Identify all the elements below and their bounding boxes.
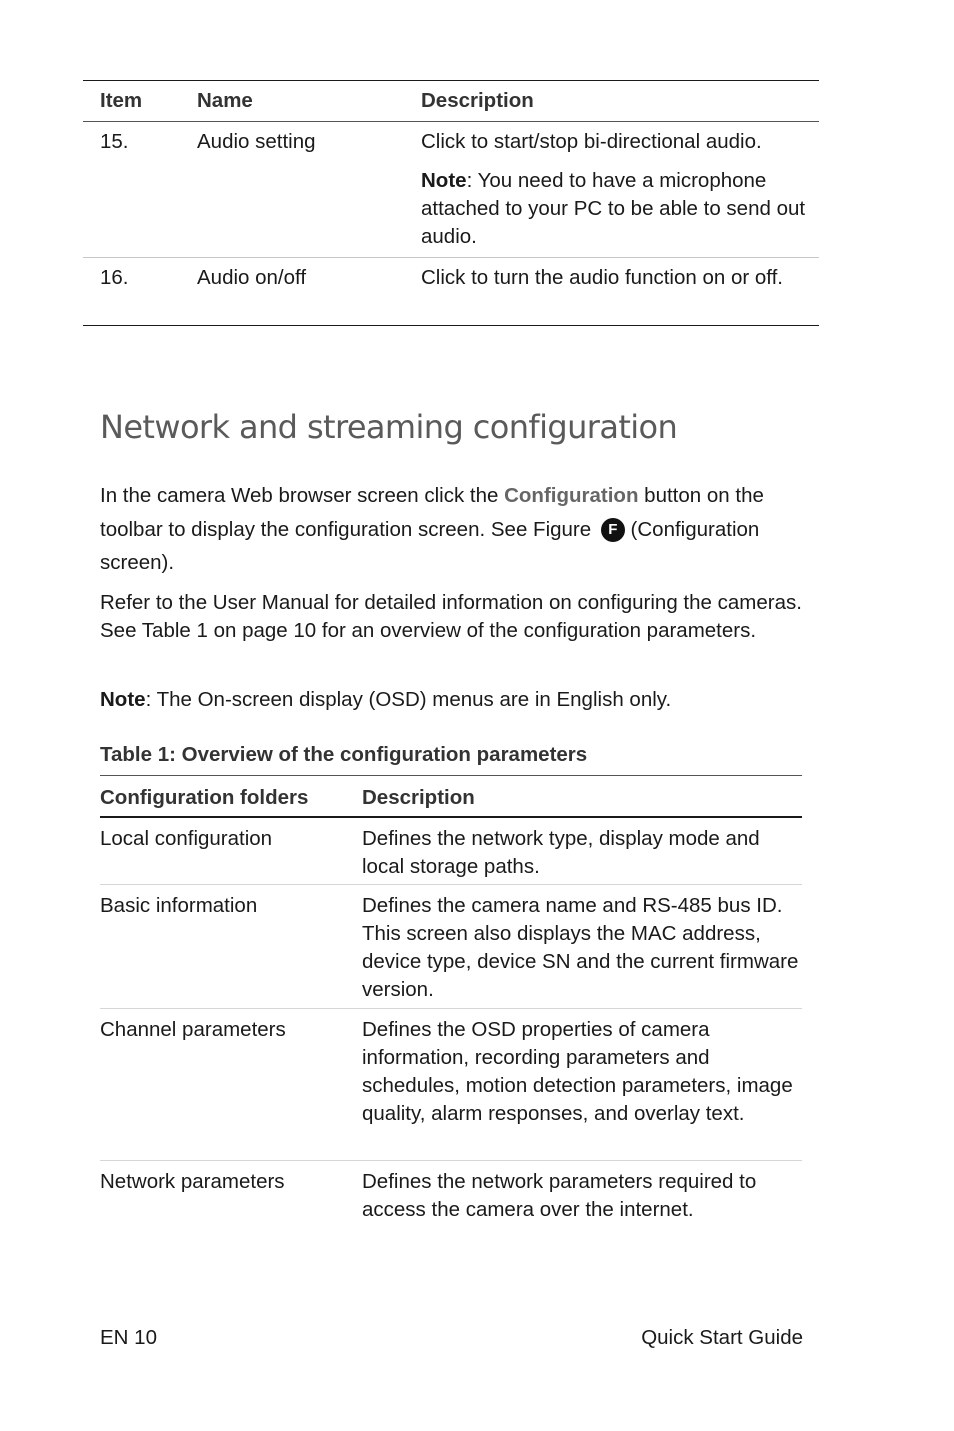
figure-f-icon: F xyxy=(601,518,625,542)
folder-name: Channel parameters xyxy=(100,1018,286,1041)
table-caption: Table 1: Overview of the configuration parameters xyxy=(100,743,588,766)
note-label: Note xyxy=(100,688,146,711)
folder-description: Defines the OSD properties of camera information, recording parameters and schedules, motion detection parameters, image quality, alarm responses, and overlay text. xyxy=(362,1018,793,1125)
item-number: 16. xyxy=(100,266,129,289)
header-description: Description xyxy=(362,786,475,809)
description-note xyxy=(421,167,816,251)
table-row xyxy=(83,258,819,325)
item-name: Audio on/off xyxy=(197,266,307,289)
table-row xyxy=(100,1009,802,1161)
items-table xyxy=(83,80,819,326)
table-row xyxy=(100,1161,802,1227)
folder-description: Defines the network type, display mode and local storage paths. xyxy=(362,827,760,878)
item-description: Click to turn the audio function on or off. xyxy=(421,266,784,289)
folder-description: Defines the network parameters required to access the camera over the internet. xyxy=(362,1170,757,1221)
folder-name: Local configuration xyxy=(100,827,273,850)
folder-description: Defines the camera name and RS-485 bus ID. This screen also displays the MAC address, device type, device SN and the current firmware version. xyxy=(362,894,799,1001)
items-table-header xyxy=(83,81,819,122)
para-text: In the camera Web browser screen click the xyxy=(100,484,505,507)
section-heading: Network and streaming configuration xyxy=(100,408,678,446)
table-row xyxy=(100,885,802,1009)
header-folders: Configuration folders xyxy=(100,786,309,809)
page-number: EN 10 xyxy=(100,1326,157,1349)
header-item: Item xyxy=(100,89,143,112)
item-number: 15. xyxy=(100,130,129,153)
configuration-term: Configuration xyxy=(504,484,639,507)
osd-note xyxy=(100,686,810,714)
header-description: Description xyxy=(421,89,534,112)
note-text: : The On-screen display (OSD) menus are in English only. xyxy=(145,688,672,711)
table-row xyxy=(83,122,819,258)
item-description xyxy=(421,128,816,251)
note-text: : You need to have a microphone attached to your PC to be able to send out audio. xyxy=(421,169,806,248)
folder-name: Network parameters xyxy=(100,1170,285,1193)
header-name: Name xyxy=(197,89,253,112)
folder-name: Basic information xyxy=(100,894,258,917)
table-row xyxy=(100,818,802,885)
manual-paragraph: Refer to the User Manual for detailed information on configuring the cameras. See Table 1 on page 10 for an overview of the configuration parameters. xyxy=(100,591,802,642)
para-text: button on the toolbar to display the configuration screen. See Figure xyxy=(100,484,764,541)
intro-paragraph xyxy=(100,479,810,580)
item-name: Audio setting xyxy=(197,130,316,153)
para-text: (Configuration screen). xyxy=(100,517,760,574)
description-text: Click to start/stop bi-directional audio. xyxy=(421,130,762,153)
config-table xyxy=(100,775,802,1227)
document-title: Quick Start Guide xyxy=(641,1326,803,1349)
note-label: Note xyxy=(421,169,467,192)
config-table-header xyxy=(100,776,802,818)
